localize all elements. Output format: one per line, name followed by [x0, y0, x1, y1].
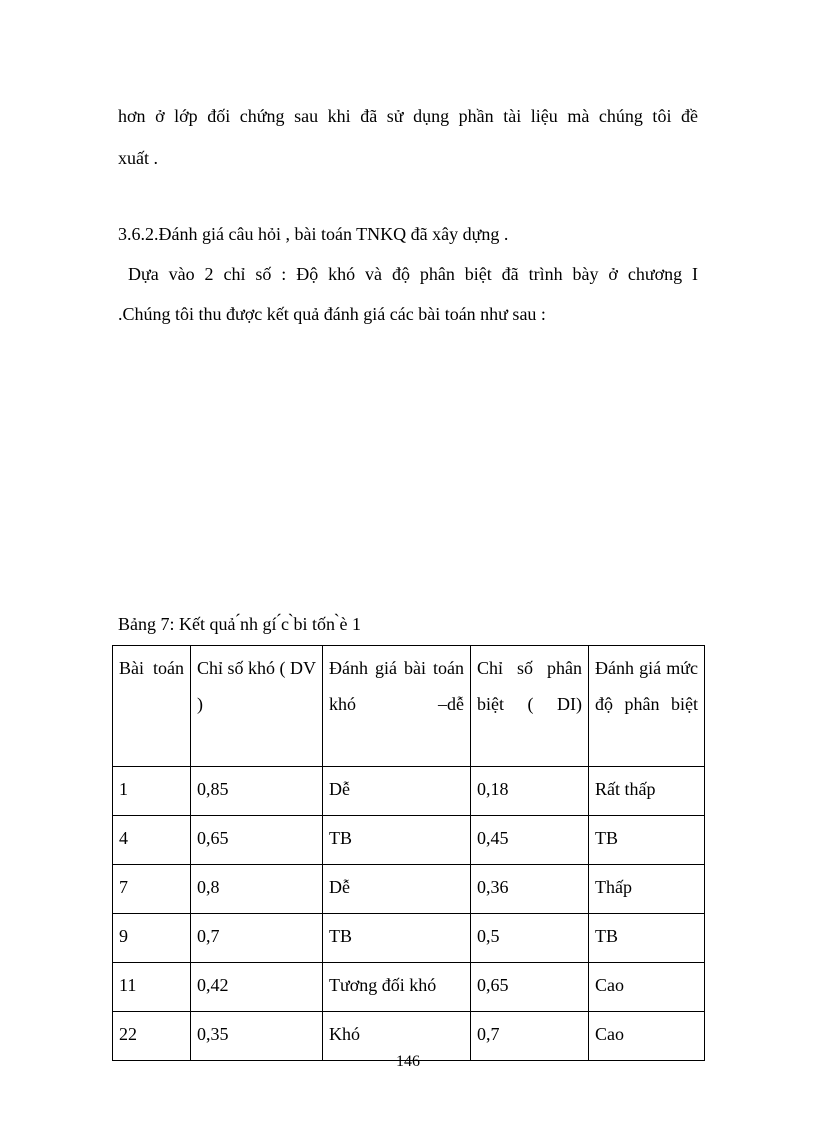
- results-table: [112, 645, 705, 1061]
- table-cell: 9: [113, 914, 191, 963]
- table-row: [113, 816, 705, 865]
- table-header-row: [113, 646, 705, 767]
- table-cell: 0,18: [471, 767, 589, 816]
- table-cell: Rất thấp: [589, 767, 705, 816]
- table-cell: Tương đối khó: [323, 963, 471, 1012]
- table-cell: Dễ: [323, 767, 471, 816]
- header-cell: Chỉ số phân biệt ( DI): [471, 646, 589, 767]
- header-cell: Đánh giá mức độ phân biệt: [589, 646, 705, 767]
- table-cell: 0,8: [191, 865, 323, 914]
- table-row: [113, 914, 705, 963]
- table-cell: 0,36: [471, 865, 589, 914]
- table-cell: 4: [113, 816, 191, 865]
- table-cell: 0,35: [191, 1012, 323, 1061]
- body-text-line: Dựa vào 2 chỉ số : Độ khó và độ phân biệt đã trình bày ở chương I: [128, 264, 698, 284]
- table-cell: Cao: [589, 963, 705, 1012]
- table-cell: TB: [323, 816, 471, 865]
- table-cell: 0,65: [191, 816, 323, 865]
- table-cell: 1: [113, 767, 191, 816]
- page-number: 146: [396, 1053, 420, 1070]
- table-cell: TB: [323, 914, 471, 963]
- body-text-line: hơn ở lớp đối chứng sau khi đã sử dụng phần tài liệu mà chúng tôi đề: [118, 106, 698, 126]
- table-cell: Dễ: [323, 865, 471, 914]
- table-cell: Khó: [323, 1012, 471, 1061]
- table-cell: 0,7: [471, 1012, 589, 1061]
- table-cell: 0,7: [191, 914, 323, 963]
- table-cell: TB: [589, 816, 705, 865]
- table-cell: 0,42: [191, 963, 323, 1012]
- header-cell: Chỉ số khó ( DV ): [191, 646, 323, 767]
- table-cell: 11: [113, 963, 191, 1012]
- table-row: [113, 865, 705, 914]
- table-cell: 0,45: [471, 816, 589, 865]
- table-cell: 0,65: [471, 963, 589, 1012]
- table-cell: 0,85: [191, 767, 323, 816]
- body-text-line: xuất .: [118, 148, 158, 168]
- table-row: [113, 767, 705, 816]
- section-heading: 3.6.2.Đánh giá câu hỏi , bài toán TNKQ đã xây dựng .: [118, 224, 509, 244]
- body-text-line: .Chúng tôi thu được kết quả đánh giá các bài toán như sau :: [118, 304, 546, 324]
- header-cell: Bài toán: [113, 646, 191, 767]
- table-cell: Cao: [589, 1012, 705, 1061]
- table-cell: 22: [113, 1012, 191, 1061]
- table-caption: Bảng 7: Kết quả ́nh gí ́c ̀bi tốn ̀è 1: [118, 614, 361, 634]
- table-cell: Thấp: [589, 865, 705, 914]
- table-cell: 7: [113, 865, 191, 914]
- table-cell: 0,5: [471, 914, 589, 963]
- table-row: [113, 963, 705, 1012]
- table-cell: TB: [589, 914, 705, 963]
- header-cell: Đánh giá bài toán khó –dễ: [323, 646, 471, 767]
